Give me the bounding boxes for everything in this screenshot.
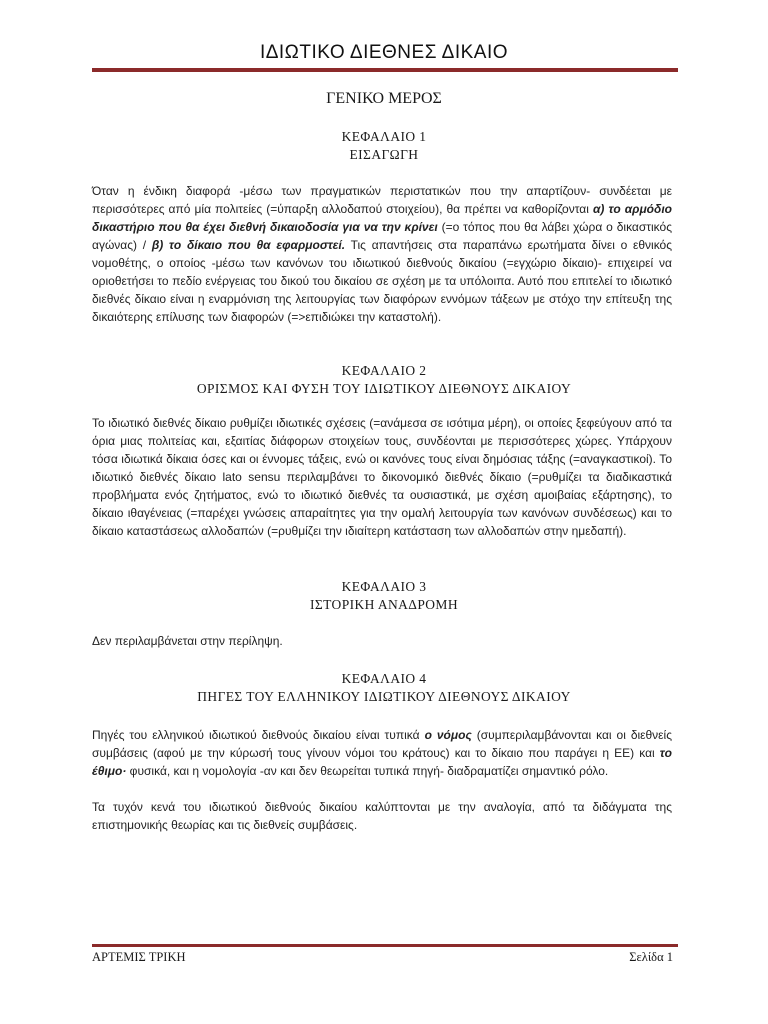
chapter-1-text-start: Όταν η ένδικη διαφορά -μέσω των πραγματικών περιστατικών που την απαρτίζουν- συνδέεται με περισσότερες από μία πολιτείες (=ύπαρξη αλλοδαπού στοιχείου), θα πρέπει να καθορίζονται: [92, 184, 672, 216]
chapter-1-text-end: Τις απαντήσεις στα παραπάνω ερωτήματα δίνει ο εθνικός νομοθέτης, ο οποίος -μέσω των κανόνων του ιδιωτικού διεθνούς δικαίου (=εγχώριο δίκαιο)- επιχειρεί να οριοθετήσει το πεδίο ενέργειας του δικού του δικαίου σε σχέση με τα υπόλοιπα. Αυτό που επιτελεί το ιδιωτικό διεθνές δίκαιο είναι η εναρμόνιση της λειτουργίας των διαφόρων εννόμων τάξεων με στόχο την επίτευξη της δικαιότερης επίλυσης των διαφορών (=>επιδιώκει την καταστολή).: [92, 238, 673, 324]
chapter-3-title: ΙΣΤΟΡΙΚΗ ΑΝΑΔΡΟΜΗ: [310, 597, 458, 612]
chapter-1-paragraph: [92, 182, 672, 326]
chapter-4-bold-a: ο νόμος: [424, 728, 472, 742]
footer-page-number: Σελίδα 1: [629, 950, 673, 964]
header-rule: [92, 68, 678, 72]
chapter-1-number: ΚΕΦΑΛΑΙΟ 1: [341, 129, 427, 144]
footer-rule: [92, 944, 678, 947]
chapter-4-bold-b: το έθιμο·: [92, 746, 672, 778]
chapter-1-heading: [0, 128, 768, 164]
chapter-2-paragraph: Το ιδιωτικό διεθνές δίκαιο ρυθμίζει ιδιωτικές σχέσεις (=ανάμεσα σε ισότιμα μέρη), οι οποίες ξεφεύγουν από τα όρια μιας πολιτείας και, εξαιτίας διάφορων στοιχείων τους, συνδέονται με περισσότερες χώρες. Υπάρχουν τόσα ιδιωτικά δίκαια όσες και οι έννομες τάξεις, ενώ οι κανόνες τους είναι δημόσιας τάξης (=αναγκαστικοί). Το ιδιωτικό διεθνές δίκαιο lato sensu περιλαμβάνει το δικονομικό διεθνές δίκαιο (=ρυθμίζει τα διαδικαστικά προβλήματα ενός ζητήματος, ενώ το ιδιωτικό διεθνές τα ουσιαστικά, με σχέση αμοιβαίας εξάρτησης), το δίκαιο ιθαγένειας (=παρέχει γνώσεις απαραίτητες για την ομαλή λειτουργία των κανόνων συνδέσεως) και το δίκαιο καταστάσεως αλλοδαπών (=ρυθμίζει την ιδιαίτερη κατάσταση των αλλοδαπών στην ημεδαπή).: [92, 416, 672, 538]
chapter-2-number: ΚΕΦΑΛΑΙΟ 2: [341, 363, 427, 378]
chapter-4-heading: [0, 670, 768, 706]
chapter-4-text-end: φυσικά, και η νομολογία -αν και δεν θεωρείται τυπικά πηγή- διαδραματίζει σημαντικό ρόλο.: [126, 764, 609, 778]
chapter-1-bold-b: β) το δίκαιο που θα εφαρμοστεί.: [151, 238, 346, 252]
chapter-1-title: ΕΙΣΑΓΩΓΗ: [349, 147, 419, 162]
chapter-2-title: ΟΡΙΣΜΟΣ ΚΑΙ ΦΥΣΗ ΤΟΥ ΙΔΙΩΤΙΚΟΥ ΔΙΕΘΝΟΥΣ ΔΙΚΑΙΟΥ: [196, 381, 572, 396]
chapter-2-heading: [0, 362, 768, 398]
document-header-title: ΙΔΙΩΤΙΚΟ ΔΙΕΘΝΕΣ ΔΙΚΑΙΟ: [259, 42, 509, 63]
chapter-4-text-start: Πηγές του ελληνικού ιδιωτικού διεθνούς δικαίου είναι τυπικά: [92, 728, 425, 742]
chapter-4-paragraph-2: Τα τυχόν κενά του ιδιωτικού διεθνούς δικαίου καλύπτονται με την αναλογία, από τα διδάγματα της επιστημονικής θεωρίας και τις διεθνείς συμβάσεις.: [92, 800, 672, 832]
chapter-3-paragraph: Δεν περιλαμβάνεται στην περίληψη.: [92, 634, 283, 648]
chapter-4-title: ΠΗΓΕΣ ΤΟΥ ΕΛΛΗΝΙΚΟΥ ΙΔΙΩΤΙΚΟΥ ΔΙΕΘΝΟΥΣ ΔΙΚΑΙΟΥ: [197, 689, 571, 704]
chapter-4-number: ΚΕΦΑΛΑΙΟ 4: [341, 671, 427, 686]
chapter-3-number: ΚΕΦΑΛΑΙΟ 3: [341, 579, 427, 594]
chapter-1-bold-a: α) το αρμόδιο δικαστήριο που θα έχει διεθνή δικαιοδοσία για να την κρίνει: [92, 202, 672, 234]
chapter-1-text-mid: (=ο τόπος που θα λάβει χώρα ο δικαστικός αγώνας) /: [92, 220, 672, 252]
main-title: ΓΕΝΙΚΟ ΜΕΡΟΣ: [326, 90, 442, 107]
chapter-3-heading: [0, 578, 768, 614]
chapter-4-text-mid: (συμπεριλαμβάνονται και οι διεθνείς συμβάσεις (αφού με την κύρωσή τους γίνουν νόμοι του κράτους) και το δίκαιο που παράγει η ΕΕ) και: [92, 728, 672, 760]
chapter-4-paragraph: [92, 726, 672, 780]
footer-author: ΑΡΤΕΜΙΣ ΤΡΙΚΗ: [92, 950, 186, 964]
